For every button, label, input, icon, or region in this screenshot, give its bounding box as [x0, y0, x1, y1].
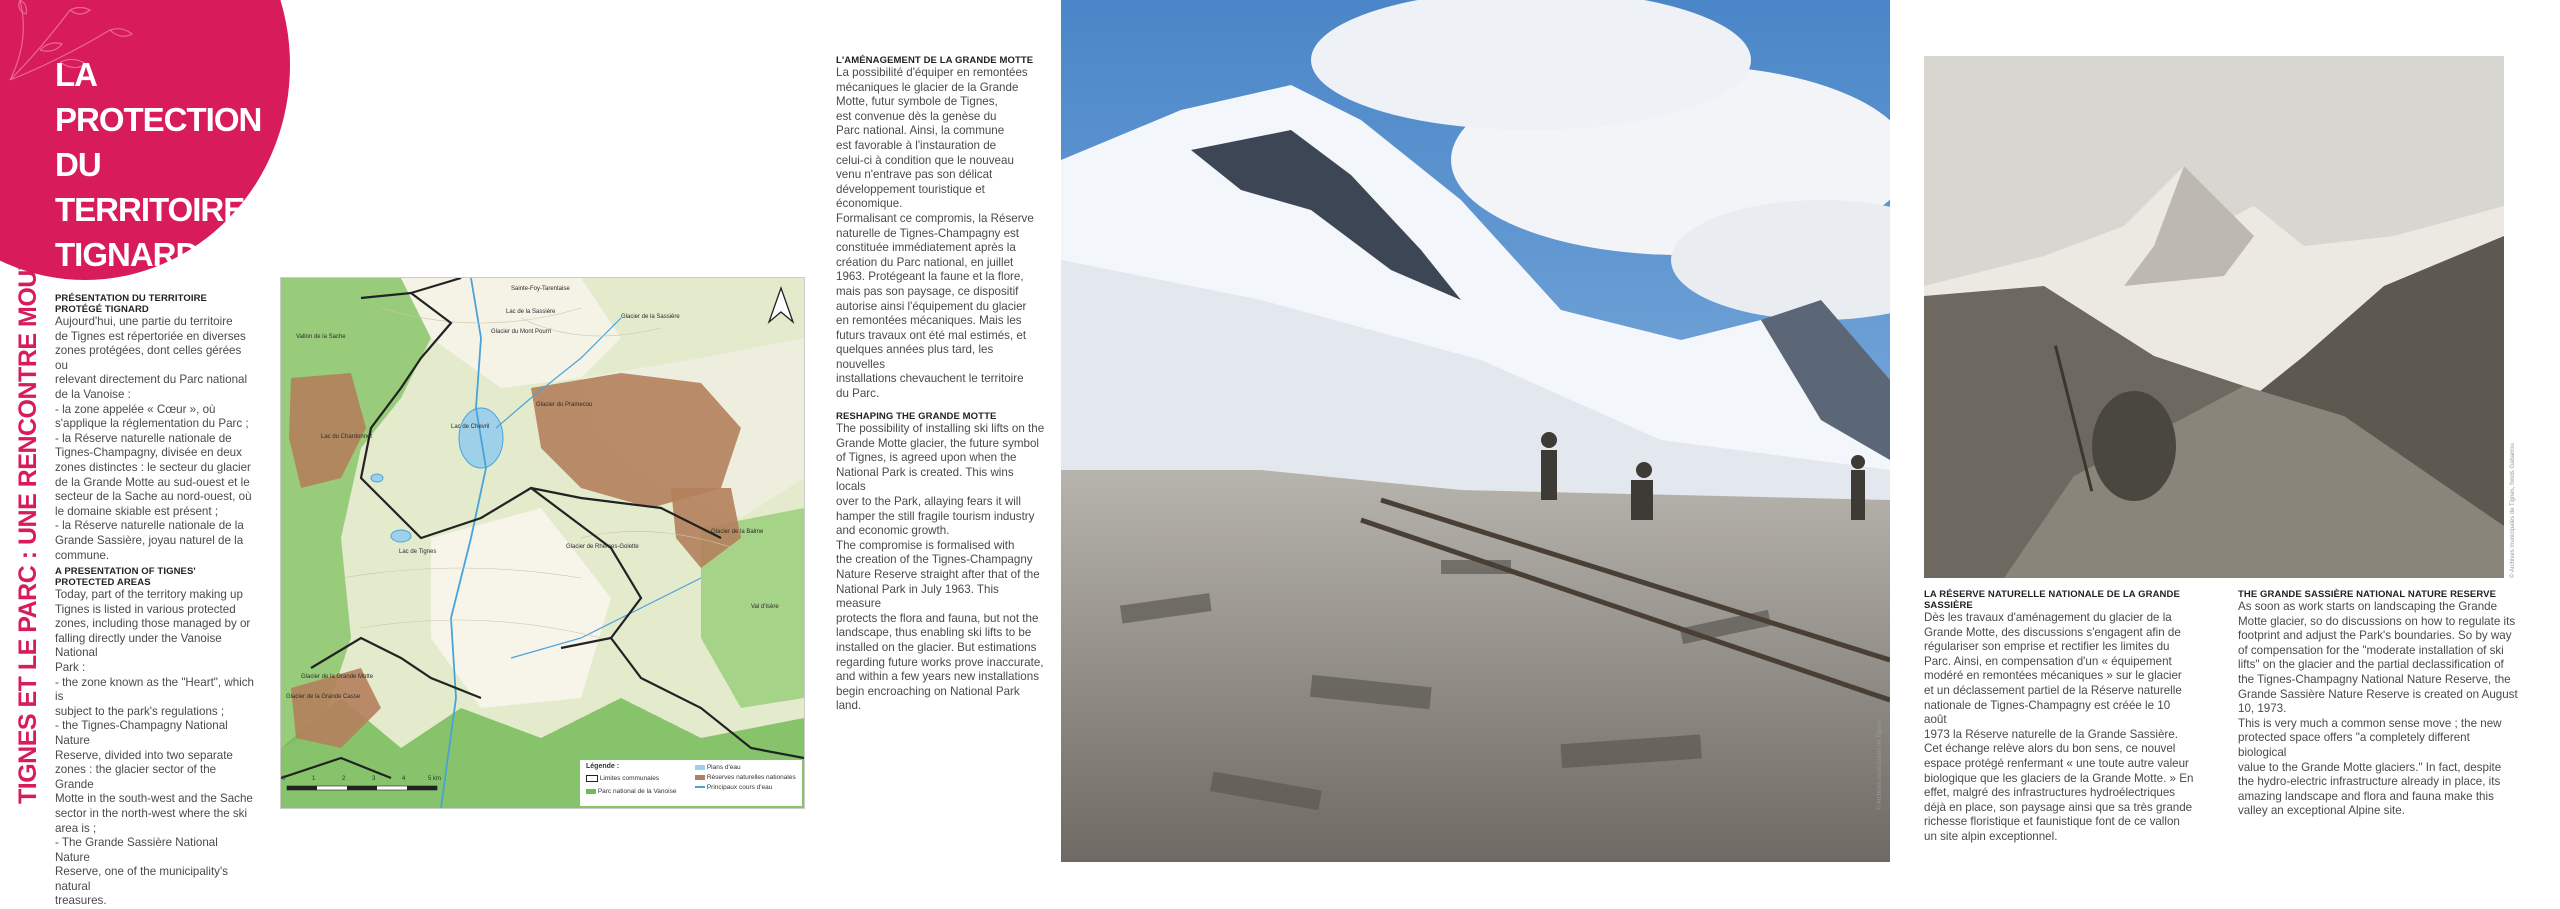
- text-line: regarding future works prove inaccurate,: [836, 655, 1044, 669]
- text-line: du Parc.: [836, 387, 880, 401]
- scale-tick: 2: [342, 776, 346, 782]
- map-label: Glacier de la Balme: [711, 529, 764, 535]
- text-line: zones : the glacier sector of the Grande: [55, 763, 217, 791]
- text-line: mais pas son paysage, ce dispositif: [836, 284, 1019, 298]
- text-line: mécaniques le glacier de la Grande: [836, 80, 1019, 94]
- text-line: protected space offers "a completely different biological: [2238, 731, 2470, 759]
- legend-item: [586, 775, 659, 782]
- text-line: de la Grande Motte au sud-ouest et le: [55, 475, 250, 489]
- text-line: National Park is created. This wins locals: [836, 465, 1014, 494]
- text-line: Grande Sassière, joyau naturel de la: [55, 533, 244, 547]
- text-line: and within a few years new installations: [836, 670, 1039, 684]
- text-line: Motte in the south-west and the Sache: [55, 792, 253, 806]
- map-label: Vallon de la Sache: [296, 334, 346, 340]
- text-line: 10, 1973.: [2238, 702, 2287, 716]
- text-line: protects the flora and fauna, but not the: [836, 611, 1039, 625]
- map-label: Glacier de la Grande Motte: [301, 674, 374, 680]
- text-line: biologique que les glaciers de la Grande Motte. » En: [1924, 771, 2194, 785]
- map-label: Lac de Chevril: [451, 424, 490, 430]
- text-line: Grande Motte, des discussions s'engagent afin de: [1924, 625, 2181, 639]
- glacier-works-photo: [1061, 0, 1890, 862]
- grande-sassiere-photo: [1924, 56, 2504, 578]
- legend-label: Principaux cours d'eau: [706, 784, 773, 791]
- text-line: - the zone known as the "Heart", which is: [55, 675, 254, 704]
- text-line: et un déclassement partiel de la Réserve naturelle: [1924, 683, 2182, 697]
- text-line: Tignes-Champagny, divisée en deux: [55, 446, 242, 460]
- text-line: installed on the glacier. But estimations: [836, 640, 1037, 654]
- text-line: futurs travaux ont été mal estimés, et: [836, 328, 1027, 342]
- text-line: Nature Reserve straight after that of the: [836, 567, 1040, 581]
- text-line: and economic growth.: [836, 524, 950, 538]
- map-label: Glacier du Mont Pourri: [491, 329, 552, 335]
- map-label: Glacier du Pramecou: [536, 402, 593, 408]
- legend-item: [695, 774, 796, 781]
- text-line: est convenue dès la genèse du: [836, 109, 997, 123]
- text-line: de Tignes est répertoriée en diverses: [55, 329, 246, 343]
- text-line: développement touristique et: [836, 182, 985, 196]
- text-line: Aujourd'hui, une partie du territoire: [55, 315, 233, 328]
- text-line: Dès les travaux d'aménagement du glacier de la: [1924, 611, 2172, 624]
- text-line: modéré en remontées mécaniques » sur le glacier: [1924, 669, 2182, 683]
- text-line: effet, malgré des infrastructures hydroélectriques: [1924, 786, 2176, 800]
- section-body: [836, 66, 1036, 402]
- text-line: est favorable à l'instauration de: [836, 138, 997, 152]
- text-line: autorise ainsi l'équipement du glacier: [836, 299, 1027, 313]
- text-line: value to the Grande Motte glaciers." In fact, despite: [2238, 760, 2502, 774]
- text-line: zones distinctes : le secteur du glacier: [55, 460, 251, 474]
- text-line: treasures.: [55, 894, 107, 908]
- map-label: Sainte-Foy-Tarentaise: [511, 286, 570, 292]
- text-line: Parc national. Ainsi, la commune: [836, 124, 1005, 138]
- text-line: begin encroaching on National Park land.: [836, 684, 1020, 713]
- scale-tick: 1: [312, 776, 316, 782]
- scale-tick: 0: [282, 776, 286, 782]
- text-line: Reserve, divided into two separate: [55, 748, 233, 762]
- text-line: Motte glacier, so do discussions on how to regulate its: [2238, 614, 2516, 628]
- text-line: lifts" on the glacier and the partial declassification of: [2238, 658, 2504, 672]
- text-line: sector in the north-west where the ski: [55, 806, 248, 820]
- section-fr-sassiere: [1924, 589, 2194, 845]
- text-line: constituée immédiatement après la: [836, 241, 1016, 255]
- text-line: the creation of the Tignes-Champagny: [836, 553, 1033, 567]
- text-line: Tignes is listed in various protected: [55, 602, 236, 616]
- text-line: zones, including those managed by or: [55, 617, 251, 631]
- text-line: un site alpin exceptionnel.: [1924, 829, 2058, 843]
- text-line: - la Réserve naturelle nationale de la: [55, 519, 244, 533]
- text-line: of Tignes, is agreed upon when the: [836, 451, 1017, 465]
- map-label: Lac de la Sassière: [506, 309, 556, 315]
- text-line: the hydro-electric infrastructure already in place, its: [2238, 775, 2501, 789]
- text-line: - the Tignes-Champagny National Nature: [55, 719, 228, 747]
- text-line: Grande Motte glacier, the future symbol: [836, 436, 1039, 450]
- map-label: Lac du Chardonnet: [321, 434, 373, 440]
- section-heading: A PRESENTATION OF TIGNES' PROTECTED AREAS: [55, 566, 196, 588]
- map-label: Glacier de la Grande Casse: [286, 694, 361, 700]
- section-heading: RESHAPING THE GRANDE MOTTE: [836, 411, 997, 422]
- text-line: The possibility of installing ski lifts on the: [836, 422, 1045, 435]
- legend-label: Limites communales: [599, 775, 660, 783]
- text-line: secteur de la Sache au nord-ouest, où: [55, 490, 252, 504]
- territory-map: [280, 277, 805, 809]
- section-heading: PRÉSENTATION DU TERRITOIRE PROTÉGÉ TIGNARD: [55, 293, 207, 315]
- text-line: Park :: [55, 660, 86, 674]
- text-line: 1973 la Réserve naturelle de la Grande Sassière.: [1924, 727, 2178, 741]
- legend-item: [586, 788, 676, 795]
- section-en-presentation: [55, 566, 255, 909]
- text-line: en remontées mécaniques. Mais les: [836, 314, 1022, 328]
- scale-tick: 5 km: [428, 776, 442, 782]
- text-line: commune.: [55, 548, 110, 562]
- text-line: This is very much a common sense move ; the new: [2238, 716, 2502, 730]
- scale-tick: 4: [402, 776, 406, 782]
- legend-item: [695, 784, 772, 791]
- map-label: Val d'Isère: [751, 604, 779, 610]
- text-line: Formalisant ce compromis, la Réserve: [836, 211, 1034, 225]
- text-line: quelques années plus tard, les nouvelles: [836, 343, 994, 371]
- text-line: Today, part of the territory making up: [55, 588, 243, 601]
- section-body: [2238, 600, 2518, 819]
- section-body: [55, 588, 255, 909]
- text-line: celui-ci à condition que le nouveau: [836, 153, 1014, 167]
- text-line: création du Parc national, en juillet: [836, 255, 1014, 269]
- section-body: [1924, 611, 2194, 845]
- text-line: Reserve, one of the municipality's natural: [55, 865, 228, 893]
- text-line: falling directly under the Vanoise National: [55, 631, 222, 660]
- section-fr-presentation: [55, 293, 255, 563]
- title-line-3: TIGNARD: [55, 236, 199, 273]
- text-line: hamper the still fragile tourism industry: [836, 509, 1035, 523]
- text-line: - The Grande Sassière National Nature: [55, 836, 218, 864]
- text-line: installations chevauchent le territoire: [836, 372, 1024, 386]
- text-line: National Park in July 1963. This measure: [836, 582, 999, 611]
- text-line: économique.: [836, 197, 903, 211]
- text-line: régulariser son emprise et rectifier les limites du: [1924, 640, 2170, 654]
- text-line: of compensation for the "moderate installation of ski: [2238, 643, 2504, 657]
- page-title: [55, 52, 285, 277]
- text-line: amazing landscape and flora and fauna make this: [2238, 789, 2494, 803]
- text-line: area is ;: [55, 821, 97, 835]
- section-body: [836, 422, 1046, 714]
- scale-tick: 3: [372, 776, 376, 782]
- section-en-reshaping: [836, 411, 1046, 714]
- title-line-2: DU TERRITOIRE: [55, 146, 245, 228]
- text-line: déjà en place, son paysage ainsi que sa très grande: [1924, 800, 2193, 814]
- section-heading: L'AMÉNAGEMENT DE LA GRANDE MOTTE: [836, 55, 1034, 66]
- text-line: nationale de Tignes-Champagny est créée le 10 août: [1924, 698, 2171, 727]
- text-line: footprint and adjust the Park's boundaries. So by way: [2238, 629, 2512, 643]
- legend-label: Réserves naturelles nationales: [706, 774, 796, 781]
- section-fr-amenagement: [836, 55, 1036, 402]
- legend-label: Plans d'eau: [706, 764, 741, 771]
- text-line: - la Réserve naturelle nationale de: [55, 431, 232, 445]
- section-body: [55, 315, 255, 563]
- text-line: La possibilité d'équiper en remontées: [836, 66, 1028, 79]
- text-line: the Tignes-Champagny National Nature Reserve, the: [2238, 672, 2511, 686]
- legend-label: Parc national de la Vanoise: [597, 788, 677, 795]
- text-line: de la Vanoise :: [55, 387, 131, 401]
- map-label: Glacier de la Sassière: [621, 314, 680, 320]
- text-line: over to the Park, allaying fears it will: [836, 494, 1021, 508]
- text-line: The compromise is formalised with: [836, 538, 1015, 552]
- text-line: 1963. Protégeant la faune et la flore,: [836, 270, 1024, 284]
- text-line: zones protégées, dont celles gérées ou: [55, 344, 242, 372]
- title-line-1: LA PROTECTION: [55, 56, 262, 138]
- section-heading: LA RÉSERVE NATURELLE NATIONALE DE LA GRANDE SASSIÈRE: [1924, 589, 2180, 611]
- map-legend: [580, 760, 802, 806]
- text-line: le domaine skiable est présent ;: [55, 504, 219, 518]
- text-line: Cet échange relève alors du bon sens, ce nouvel: [1924, 742, 2176, 756]
- text-line: As soon as work starts on landscaping the Grande: [2238, 600, 2498, 613]
- section-heading: THE GRANDE SASSIÈRE NATIONAL NATURE RESERVE: [2238, 589, 2497, 600]
- text-line: Motte, futur symbole de Tignes,: [836, 95, 998, 109]
- legend-title: Légende :: [586, 763, 620, 770]
- text-line: Parc. Ainsi, en compensation d'un « équipement: [1924, 654, 2172, 668]
- text-line: venu n'entrave pas son délicat: [836, 168, 993, 182]
- text-line: subject to the park's regulations ;: [55, 704, 225, 718]
- text-line: valley an exceptional Alpine site.: [2238, 804, 2405, 818]
- text-line: richesse floristique et faunistique font de ce vallon: [1924, 815, 2180, 829]
- text-line: espace protégé renfermant « une toute autre valeur: [1924, 756, 2189, 770]
- map-label: Glacier de Rhêmes-Golette: [566, 544, 639, 550]
- text-line: s'applique la réglementation du Parc ;: [55, 417, 249, 431]
- vertical-title: TIGNES ET LE PARC : UNE RENCONTRE MOUVEMENTÉE: [14, 136, 42, 804]
- text-line: Grande Sassière Nature Reserve is created on August: [2238, 687, 2518, 701]
- photo-credit: © Archives municipales de Tignes: [1877, 720, 1883, 810]
- text-line: landscape, thus enabling ski lifts to be: [836, 626, 1032, 640]
- legend-item: [695, 764, 741, 771]
- text-line: naturelle de Tignes-Champagny est: [836, 226, 1020, 240]
- section-en-sassiere: [2238, 589, 2518, 819]
- map-label: Lac de Tignes: [399, 549, 437, 555]
- text-line: relevant directement du Parc national: [55, 373, 248, 387]
- photo-credit: © Archives municipales de Tignes, fonds Gabarrou: [2510, 443, 2516, 578]
- text-line: - la zone appelée « Cœur », où: [55, 402, 216, 416]
